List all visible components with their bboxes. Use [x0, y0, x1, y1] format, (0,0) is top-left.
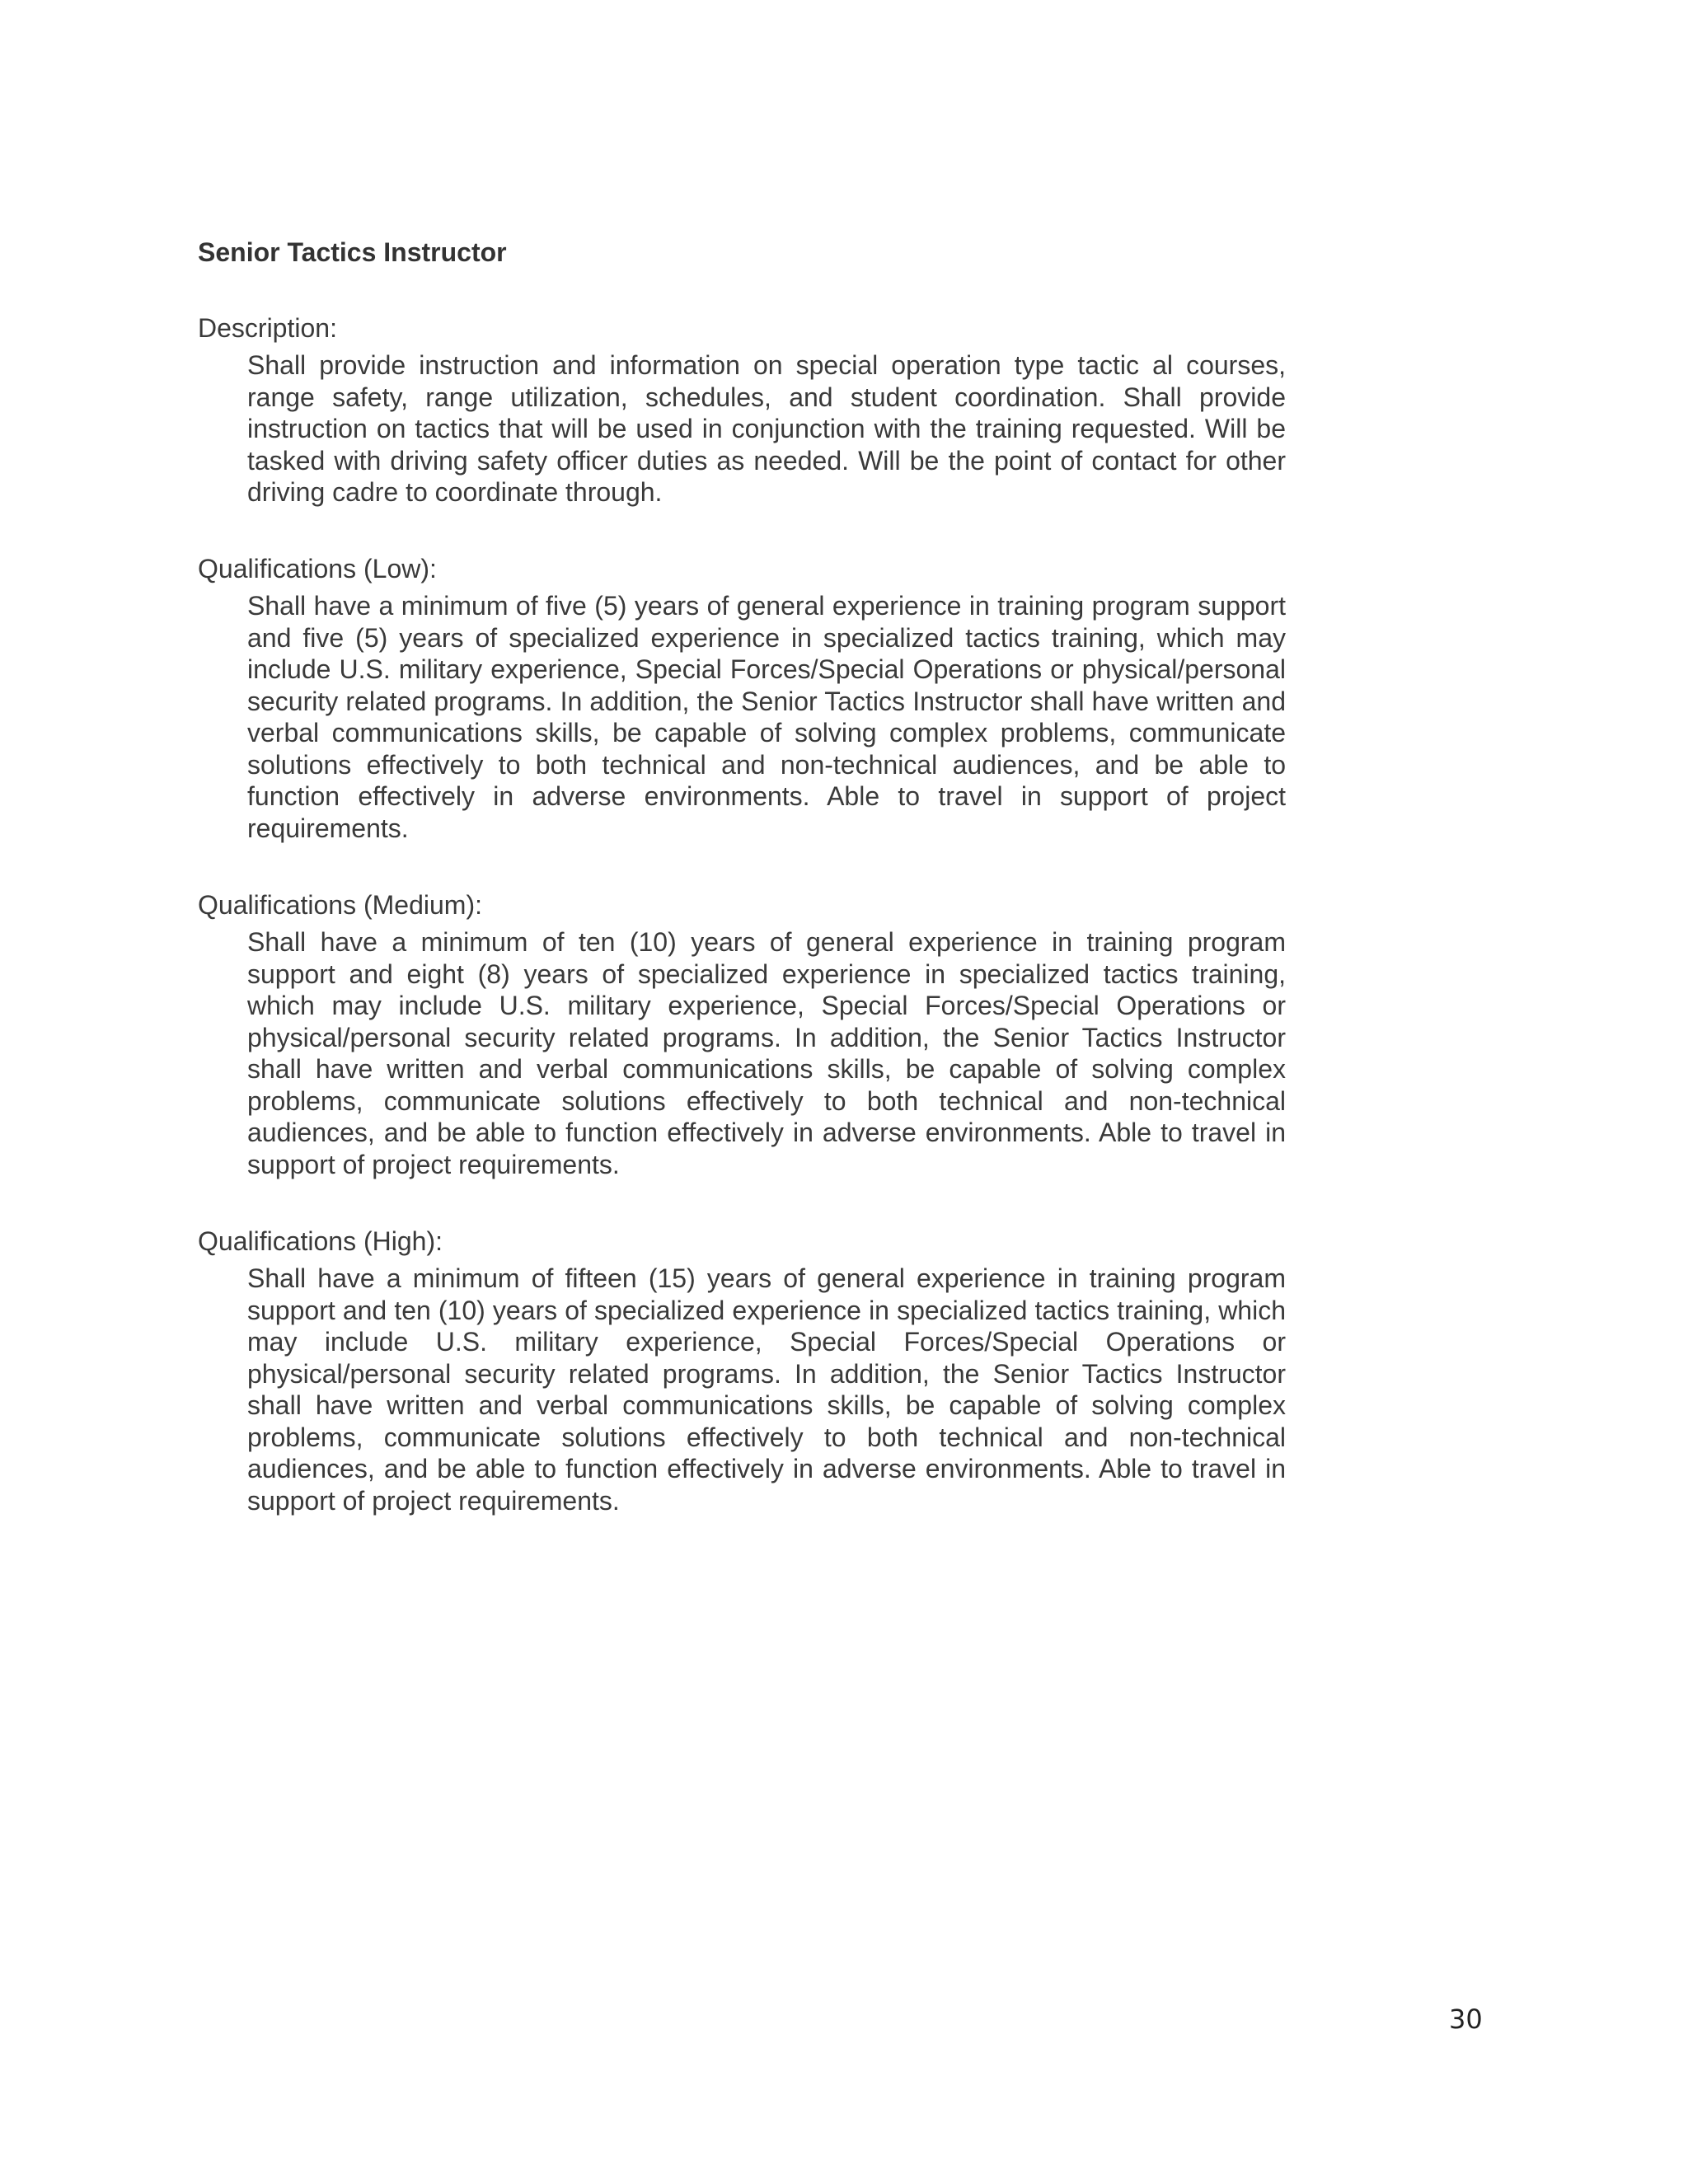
qualifications-medium-section — [198, 888, 1286, 1180]
qualifications-low-section — [198, 552, 1286, 844]
section-label-qualifications-high: Qualifications (High): — [198, 1226, 443, 1256]
section-body-qualifications-medium: Shall have a minimum of ten (10) years of general experience in training program support and eight (8) years of specialized experience in specialized tactics training, which may include U.S. military experience, Special Forces/Special Operations or physical/personal security related programs. In addition, the Senior Tactics Instructor shall have written and verbal communications skills, be capable of solving complex problems, communicate solutions effectively to both technical and non-technical audiences, and be able to function effectively in adverse environments. Able to travel in support of project requirements. — [247, 927, 1286, 1179]
section-body-description: Shall provide instruction and information on special operation type tactic al courses, range safety, range utilization, schedules, and student coordination. Shall provide instruction on tactics that will be used in conjunction with the training requested. Will be tasked with driving safety officer duties as needed. Will be the point of contact for other driving cadre to coordinate through. — [247, 350, 1286, 507]
section-label-qualifications-medium: Qualifications (Medium): — [198, 890, 482, 920]
section-body-qualifications-high: Shall have a minimum of fifteen (15) years of general experience in training program support and ten (10) years of specialized experience in specialized tactics training, which may include U.S. military experience, Special Forces/Special Operations or physical/personal security related programs. In addition, the Senior Tactics Instructor shall have written and verbal communications skills, be capable of solving complex problems, communicate solutions effectively to both technical and non-technical audiences, and be able to function effectively in adverse environments. Able to travel in support of project requirements. — [247, 1263, 1286, 1516]
qualifications-high-section — [198, 1225, 1286, 1516]
page-number: 30 — [1449, 2004, 1483, 2035]
section-label-description: Description: — [198, 313, 337, 343]
section-label-qualifications-low: Qualifications (Low): — [198, 554, 437, 583]
section-body-qualifications-low: Shall have a minimum of five (5) years of general experience in training program support and five (5) years of specialized experience in specialized tactics training, which may include U.S. military experience, Special Forces/Special Operations or physical/personal security related programs. In addition, the Senior Tactics Instructor shall have written and verbal communications skills, be capable of solving complex problems, communicate solutions effectively to both technical and non-technical audiences, and be able to function effectively in adverse environments. Able to travel in support of project requirements. — [247, 591, 1286, 843]
page-title: Senior Tactics Instructor — [198, 237, 507, 267]
description-section — [198, 312, 1286, 509]
